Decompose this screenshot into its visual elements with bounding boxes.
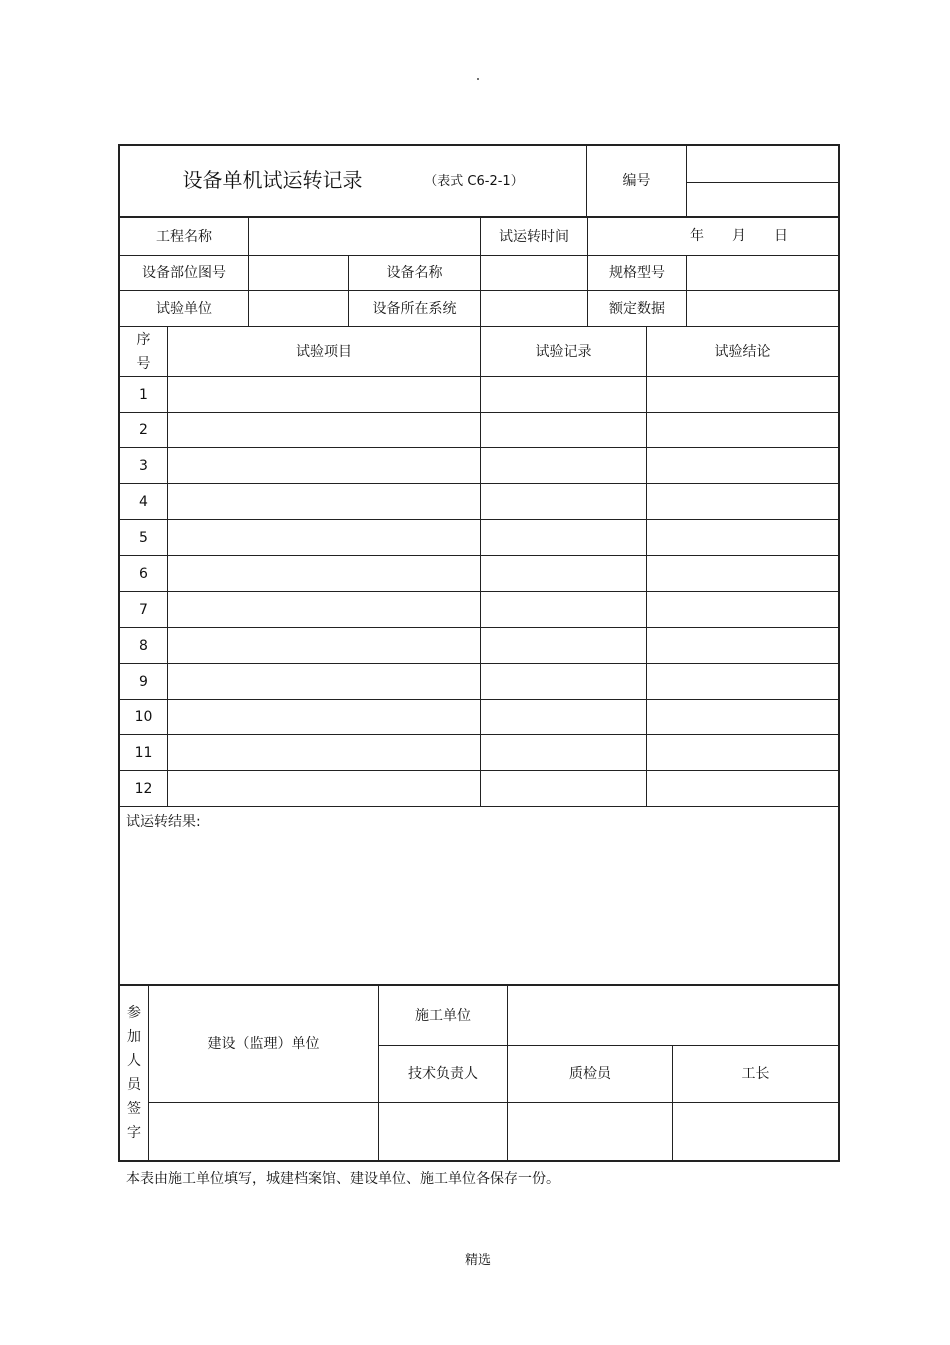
row-seq: 9 [139, 673, 148, 690]
row-record-field[interactable] [481, 735, 646, 770]
row-item-field[interactable] [168, 484, 480, 519]
row-conclusion-field[interactable] [647, 448, 838, 483]
row-record-field[interactable] [481, 448, 646, 483]
row-seq: 5 [139, 529, 148, 546]
row-seq: 10 [134, 709, 153, 725]
row-conclusion-field[interactable] [647, 771, 838, 806]
row-item-field[interactable] [168, 377, 480, 412]
row-conclusion-field[interactable] [647, 520, 838, 555]
row-record-field[interactable] [481, 771, 646, 806]
test-unit-field[interactable] [249, 291, 348, 326]
row-item-field[interactable] [168, 735, 480, 770]
form-title: 设备单机试运转记录 [182, 168, 363, 192]
row-item-field[interactable] [168, 413, 480, 447]
row-record-field[interactable] [481, 664, 646, 699]
owner-signature-field[interactable] [149, 1103, 378, 1160]
row-seq: 4 [139, 493, 148, 510]
row-record-field[interactable] [481, 628, 646, 663]
top-mark [477, 78, 479, 80]
tech-lead-signature-field[interactable] [379, 1103, 507, 1160]
contractor-label: 施工单位 [415, 1007, 471, 1024]
row-seq: 8 [139, 637, 148, 654]
record-header: 试验记录 [535, 343, 592, 360]
conclusion-header: 试验结论 [714, 343, 771, 360]
inspector-label: 质检员 [569, 1066, 611, 1082]
item-header: 试验项目 [296, 343, 352, 360]
row-conclusion-field[interactable] [647, 556, 838, 591]
test-unit-label: 试验单位 [156, 300, 212, 317]
drawing-no-label: 设备部位图号 [142, 265, 226, 281]
row-item-field[interactable] [168, 771, 480, 806]
row-conclusion-field[interactable] [647, 735, 838, 770]
page-label: 精选 [464, 1253, 491, 1268]
row-item-field[interactable] [168, 520, 480, 555]
day-label: 日 [774, 227, 788, 244]
row-seq: 12 [134, 780, 153, 797]
footer-note: 本表由施工单位填写，城建档案馆、建设单位、施工单位各保存一份。 [126, 1171, 560, 1187]
row-seq: 11 [134, 744, 153, 761]
code-label: 编号 [622, 173, 651, 189]
row-record-field[interactable] [481, 377, 646, 412]
rated-data-label: 额定数据 [609, 300, 665, 317]
row-conclusion-field[interactable] [647, 484, 838, 519]
trial-time-label: 试运转时间 [499, 228, 569, 245]
row-conclusion-field[interactable] [647, 592, 838, 627]
tech-lead-label: 技术负责人 [408, 1066, 478, 1082]
row-conclusion-field[interactable] [647, 700, 838, 734]
spec-model-field[interactable] [687, 256, 838, 290]
seq-header: 序号 [136, 331, 151, 372]
row-record-field[interactable] [481, 592, 646, 627]
owner-unit-label: 建设（监理）单位 [207, 1036, 320, 1052]
year-label: 年 [690, 227, 704, 244]
system-field[interactable] [481, 291, 587, 326]
row-item-field[interactable] [168, 700, 480, 734]
row-item-field[interactable] [168, 592, 480, 627]
row-conclusion-field[interactable] [647, 628, 838, 663]
row-conclusion-field[interactable] [647, 664, 838, 699]
rated-data-field[interactable] [687, 291, 838, 326]
form-code: （表式 C6-2-1） [424, 173, 524, 189]
row-conclusion-field[interactable] [647, 413, 838, 447]
row-seq: 3 [139, 457, 148, 474]
row-record-field[interactable] [481, 484, 646, 519]
code-field-2[interactable] [687, 183, 838, 216]
row-record-field[interactable] [481, 520, 646, 555]
row-item-field[interactable] [168, 448, 480, 483]
equipment-name-label: 设备名称 [386, 265, 443, 281]
row-item-field[interactable] [168, 556, 480, 591]
system-label: 设备所在系统 [372, 300, 457, 317]
inspector-signature-field[interactable] [508, 1103, 672, 1160]
foreman-signature-field[interactable] [673, 1103, 838, 1160]
row-item-field[interactable] [168, 664, 480, 699]
row-record-field[interactable] [481, 700, 646, 734]
row-conclusion-field[interactable] [647, 377, 838, 412]
project-name-label: 工程名称 [156, 228, 212, 245]
row-record-field[interactable] [481, 556, 646, 591]
project-name-field[interactable] [249, 218, 480, 255]
result-field[interactable] [126, 836, 832, 976]
participants-label: 参加人员签字 [127, 1005, 141, 1141]
month-label: 月 [732, 227, 746, 244]
row-seq: 2 [139, 422, 148, 438]
code-field-1[interactable] [687, 146, 838, 182]
contractor-field[interactable] [508, 986, 838, 1045]
foreman-label: 工长 [741, 1066, 770, 1082]
spec-model-label: 规格型号 [609, 265, 665, 281]
row-record-field[interactable] [481, 413, 646, 447]
drawing-no-field[interactable] [249, 256, 348, 290]
row-seq: 6 [139, 565, 148, 582]
row-item-field[interactable] [168, 628, 480, 663]
row-seq: 7 [139, 601, 148, 618]
result-label: 试运转结果: [126, 814, 201, 830]
row-seq: 1 [139, 386, 148, 403]
equipment-name-field[interactable] [481, 256, 587, 290]
